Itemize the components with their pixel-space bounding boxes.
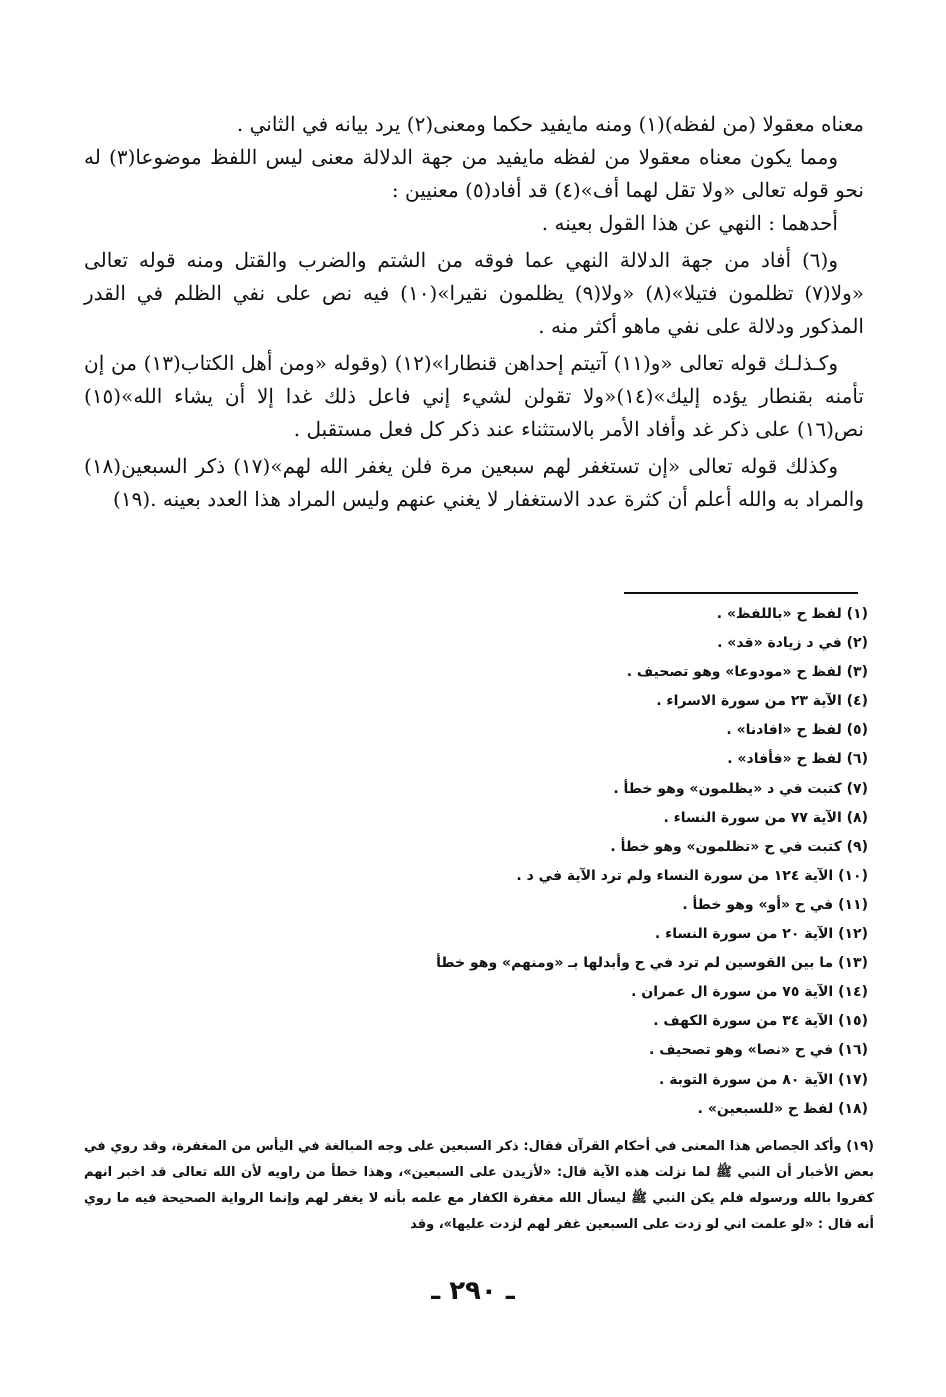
- footnote: (١٤) الآية ٧٥ من سورة ال عمران .: [631, 984, 868, 1001]
- footnote: (١٢) الآية ٢٠ من سورة النساء .: [654, 926, 868, 943]
- footnote-19: [84, 1134, 874, 1238]
- footnote: (١) لفظ ح «باللفظ» .: [716, 606, 868, 622]
- body-paragraph: ومما يكون معناه معقولا من لفظه مايفيد من جهة الدلالة معنى ليس اللفظ موضوعا(٣) له نحو قوله تعالى «ولا تقل لهما أف»(٤) قد أفاد(٥) معنيين :: [84, 145, 864, 202]
- footnote: (٤) الآية ٢٣ من سورة الاسراء .: [656, 693, 868, 710]
- main-text: [84, 108, 864, 516]
- footnote: (١٦) في ح «نصا» وهو تصحيف .: [649, 1042, 868, 1059]
- page-number: ـ ٢٩٠ ـ: [431, 1276, 515, 1306]
- footnote: (٣) لفظ ح «مودوعا» وهو تصحيف .: [626, 664, 868, 681]
- footnote: (١١) في ح «أو» وهو خطأ .: [682, 896, 868, 913]
- footnote: (١٣) ما بين القوسين لم ترد في ح وأبدلها بـ «ومنهم» وهو خطأ: [436, 955, 868, 972]
- footnotes-list: [108, 600, 868, 1124]
- body-paragraph: و(٦) أفاد من جهة الدلالة النهي عما فوقه من الشتم والضرب والقتل ومنه قوله تعالى «ولا(٧) تظلمون فتيلا»(٨) «ولا(٩) يظلمون نقيرا»(١٠) فيه نص على نفي الظلم في القدر المذكور ودلالة على نفي ماهو أكثر منه .: [84, 248, 865, 338]
- footnote: (١٧) الآية ٨٠ من سورة التوبة .: [659, 1071, 868, 1088]
- footnote: (١٠) الآية ١٢٤ من سورة النساء ولم ترد الآية في د .: [516, 867, 868, 884]
- body-paragraph: وكذلك قوله تعالى «إن تستغفر لهم سبعين مرة فلن يغفر الله لهم»(١٧) ذكر السبعين(١٨) والمراد به والله أعلم أن كثرة عدد الاستغفار لا يغني عنهم وليس المراد هذا العدد بعينه .(١٩): [84, 454, 864, 511]
- footnote: (٢) في د زيادة «قد» .: [717, 635, 868, 652]
- footnote: (٧) كتبت في د «يظلمون» وهو خطأ .: [613, 780, 868, 797]
- body-paragraph: وكـذلـك قوله تعالى «و(١١) آتيتم إحداهن قنطارا»(١٢) (وقوله «ومن أهل الكتاب(١٣) من إن تأمنه بقنطار يؤده إليك»(١٤)«ولا تقولن لشيء إني فاعل ذلك غدا إلا أن يشاء الله»(١٥) نص(١٦) على ذكر غد وأفاد الأمر بالاستثناء عند ذكر كل فعل مستقبل .: [84, 351, 864, 441]
- body-paragraph: معناه معقولا (من لفظه)(١) ومنه مايفيد حكما ومعنى(٢) يرد بيانه في الثاني .: [236, 112, 864, 136]
- footnote: (١٨) لفظ ح «للسبعين» .: [697, 1100, 868, 1117]
- footnote: (١٥) الآية ٣٤ من سورة الكهف .: [653, 1013, 868, 1030]
- footnote-separator: [624, 592, 858, 594]
- body-paragraph: أحدهما : النهي عن هذا القول بعينه .: [541, 211, 838, 235]
- footnote: (٥) لفظ ح «افادنا» .: [726, 722, 868, 739]
- footnote: (٨) الآية ٧٧ من سورة النساء .: [663, 809, 868, 826]
- footnote: (٦) لفظ ح «فأفاد» .: [727, 751, 868, 768]
- footnote: (٩) كتبت في ح «تظلمون» وهو خطأ .: [610, 838, 868, 855]
- footnote-19-text: (١٩) وأكد الجصاص هذا المعنى في أحكام القرآن فقال: ذكر السبعين على وجه المبالغة في اليأس من المغفرة، وقد روي في بعض الأخبار أن النبي ﷺ لما نزلت هذه الآية قال: «لأزيدن على السبعين»، وهذا خطأ من راويه لأن الله تعالى قد اخبر انهم كفروا بالله ورسوله فلم يكن النبي ﷺ ليسأل الله مغفرة الكفار مع علمه بأنه لا يغفر لهم وإنما الرواية الصحيحة فيه ما روي أنه قال : «لو علمت اني لو زدت على السبعين غفر لهم لزدت عليها»، وقد: [84, 1139, 874, 1232]
